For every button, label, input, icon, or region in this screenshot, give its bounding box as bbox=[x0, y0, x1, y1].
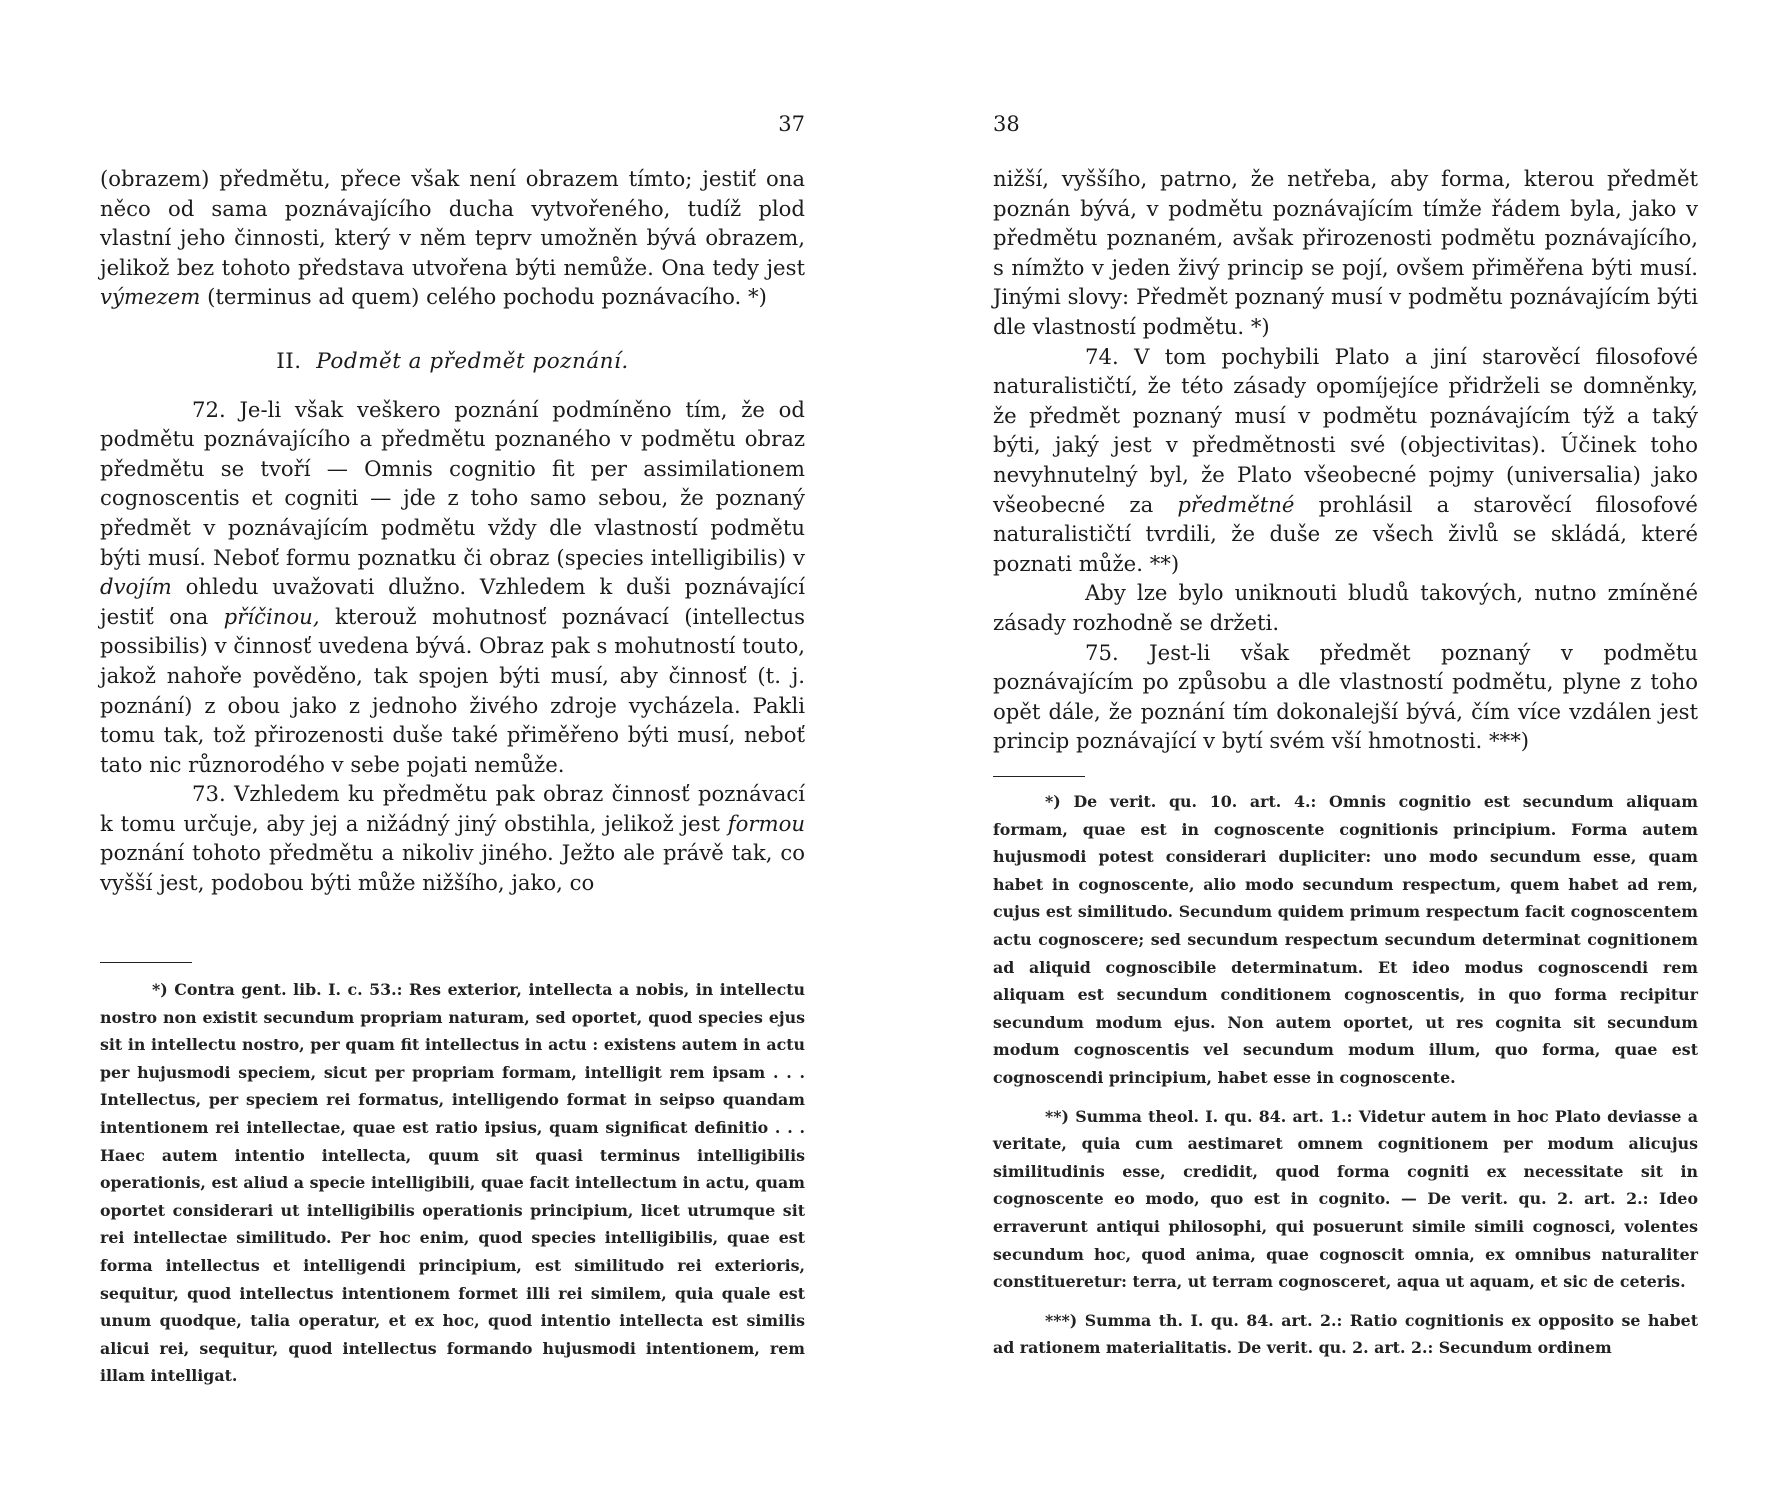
main-text bbox=[993, 164, 1698, 756]
footnote: **) Summa theol. I. qu. 84. art. 1.: Videtur autem in hoc Plato deviasse a veritate, quia cum aestimaret omnem cognitionem per modum alicujus similitudinis esse, credidit, quod forma cogniti ex necessitate sit in cognoscente eo modo, quo est in cognito. — De verit. qu. 2. art. 2.: Ideo erraverunt antiqui philosophi, qui posuerunt simile simili cognosci, volentes secundum hoc, quod anima, quae cognoscit omnia, ex omnibus naturaliter constitueretur: terra, ut terram cognosceret, aqua ut aquam, et sic de ceteris. bbox=[993, 1106, 1698, 1292]
paragraph: nižší, vyššího, patrno, že netřeba, aby forma, kterou předmět poznán bývá, v podmětu poznávajícím tímže řádem byla, jako v předmětu poznaném, avšak přirozenosti podmětu poznávajícího, s nímžto v jeden živý princip se pojí, ovšem přiměřena býti musí. Jinými slovy: Předmět poznaný musí v podmětu poznávajícím býti dle vlastností podmětu. *) bbox=[993, 166, 1698, 339]
paragraph: (obrazem) předmětu, přece však není obrazem tímto; jestiť ona něco od sama poznávajícího ducha vytvořeného, tudíž plod vlastní jeho činnosti, který v něm teprv umožněn bývá obrazem, jelikož bez tohoto představa utvořena býti nemůže. Ona tedy jest výmezem (terminus ad quem) celého pochodu poznávacího. *) bbox=[100, 166, 805, 310]
footnote: *) De verit. qu. 10. art. 4.: Omnis cognitio est secundum aliquam formam, quae est in cognoscente cognitionis principium. Forma autem hujusmodi potest considerari dupliciter: uno modo secundum esse, quam habet in cognoscente, alio modo secundum respectum, quem habet ad rem, cujus est similitudo. Secundum quidem primum respectum facit cognoscentem actu cognoscere; sed secundum respectum secundum determinat cognitionem ad aliquid cognoscibile determinatum. Et ideo modus cognoscendi rem aliquam est secundum conditionem cognoscentis, in quo forma recipitur secundum modum ejus. Non autem oportet, ut res cognita sit secundum modum cognoscentis vel secundum modum illum, quo forma, quae est cognoscendi principium, habet esse in cognoscente. bbox=[993, 792, 1698, 1087]
page-number: 37 bbox=[778, 112, 805, 136]
footnote-divider bbox=[993, 776, 1085, 777]
paragraph-74: 74. V tom pochybili Plato a jiní starověcí filosofové naturalističtí, že této zásady opomíjejíce přidrželi se domněnky, že předmět poznaný musí v podmětu poznávajícím týž a taký býti, jaký jest v předmětnosti své (objectivitas). Účinek toho nevyhnutelný byl, že Plato všeobecné pojmy (universalia) jako všeobecné za předmětné prohlásil a starověcí filosofové naturalističtí tvrdili, že duše ze všech živlů se skládá, které poznati může. **) bbox=[993, 343, 1698, 576]
page-right bbox=[993, 0, 1698, 1500]
paragraph-73: 73. Vzhledem ku předmětu pak obraz činnosť poznávací k tomu určuje, aby jej a nižádný jiný obstihla, jelikož jest formou poznání tohoto předmětu a nikoliv jiného. Ježto ale právě tak, co vyšší jest, podobou býti může nižšího, jako, co bbox=[100, 781, 805, 896]
section-heading: II. Podmět a předmět poznání. bbox=[276, 348, 629, 374]
paragraph-72: 72. Je-li však veškero poznání podmíněno tím, že od podmětu poznávajícího a předmětu poznaného v podmětu obraz předmětu se tvoří — Omnis cognitio fit per assimilationem cognoscentis et cogniti — jde z toho samo sebou, že poznaný předmět v poznávajícím podmětu vždy dle vlastností podmětu býti musí. Neboť formu poznatku či obraz (species intelligibilis) v dvojím ohledu uvažovati dlužno. Vzhledem k duši poznávající jestiť ona příčinou, kterouž mohutnosť poznávací (intellectus possibilis) v činnosť uvedena bývá. Obraz pak s mohutností touto, jakož nahoře pověděno, tak spojen býti musí, aby činnosť (t. j. poznání) z obou jako z jednoho živého zdroje vycházela. Pakli tomu tak, tož přirozenosti duše také přiměřeno býti musí, neboť tato nic různorodého v sebe pojati nemůže. bbox=[100, 396, 805, 777]
paragraph-75: 75. Jest-li však předmět poznaný v podmětu poznávajícím po způsobu a dle vlastností podmětu, plyne z toho opět dále, že poznání tím dokonalejší bývá, čím více vzdálen jest princip poznávající v bytí svém vší hmotnosti. ***) bbox=[993, 639, 1698, 754]
footnote-divider bbox=[100, 962, 192, 963]
footnotes bbox=[100, 976, 805, 1390]
main-text bbox=[100, 164, 805, 898]
footnote: *) Contra gent. lib. I. c. 53.: Res exterior, intellecta a nobis, in intellectu nostro non existit secundum propriam naturam, sed oportet, quod species ejus sit in intellectu nostro, per quam fit intellectus in actu : existens autem in actu per hujusmodi speciem, sicut per propriam formam, intelligit rem ipsam . . . Intellectus, per speciem rei formatus, intelligendo format in seipso quandam intentionem rei intellectae, quae est ratio ipsius, quam significat definitio . . . Haec autem intentio intellecta, quum sit quasi terminus intelligibilis operationis, est aliud a specie intelligibili, quae facit intellectum in actu, quam oportet considerari ut intelligibilis operationis principium, licet utrumque sit rei intellectae similitudo. Per hoc enim, quod species intelligibilis, quae est forma intellectus et intelligendi principium, est similitudo rei exterioris, sequitur, quod intellectus intentionem formet illi rei similem, quia quale est unum quodque, talia operatur, et ex hoc, quod intentio intellecta est similis alicui rei, sequitur, quod intellectus formando hujusmodi intentionem, rem illam intelligat. bbox=[100, 980, 805, 1386]
footnote: ***) Summa th. I. qu. 84. art. 2.: Ratio cognitionis ex opposito se habet ad rationem materialitatis. De verit. qu. 2. art. 2.: Secundum ordinem bbox=[993, 1310, 1698, 1358]
paragraph: Aby lze bylo uniknouti bludů takových, nutno zmíněné zásady rozhodně se držeti. bbox=[993, 580, 1698, 635]
footnotes bbox=[993, 788, 1698, 1362]
page-number: 38 bbox=[993, 112, 1020, 136]
page-left bbox=[100, 0, 805, 1500]
